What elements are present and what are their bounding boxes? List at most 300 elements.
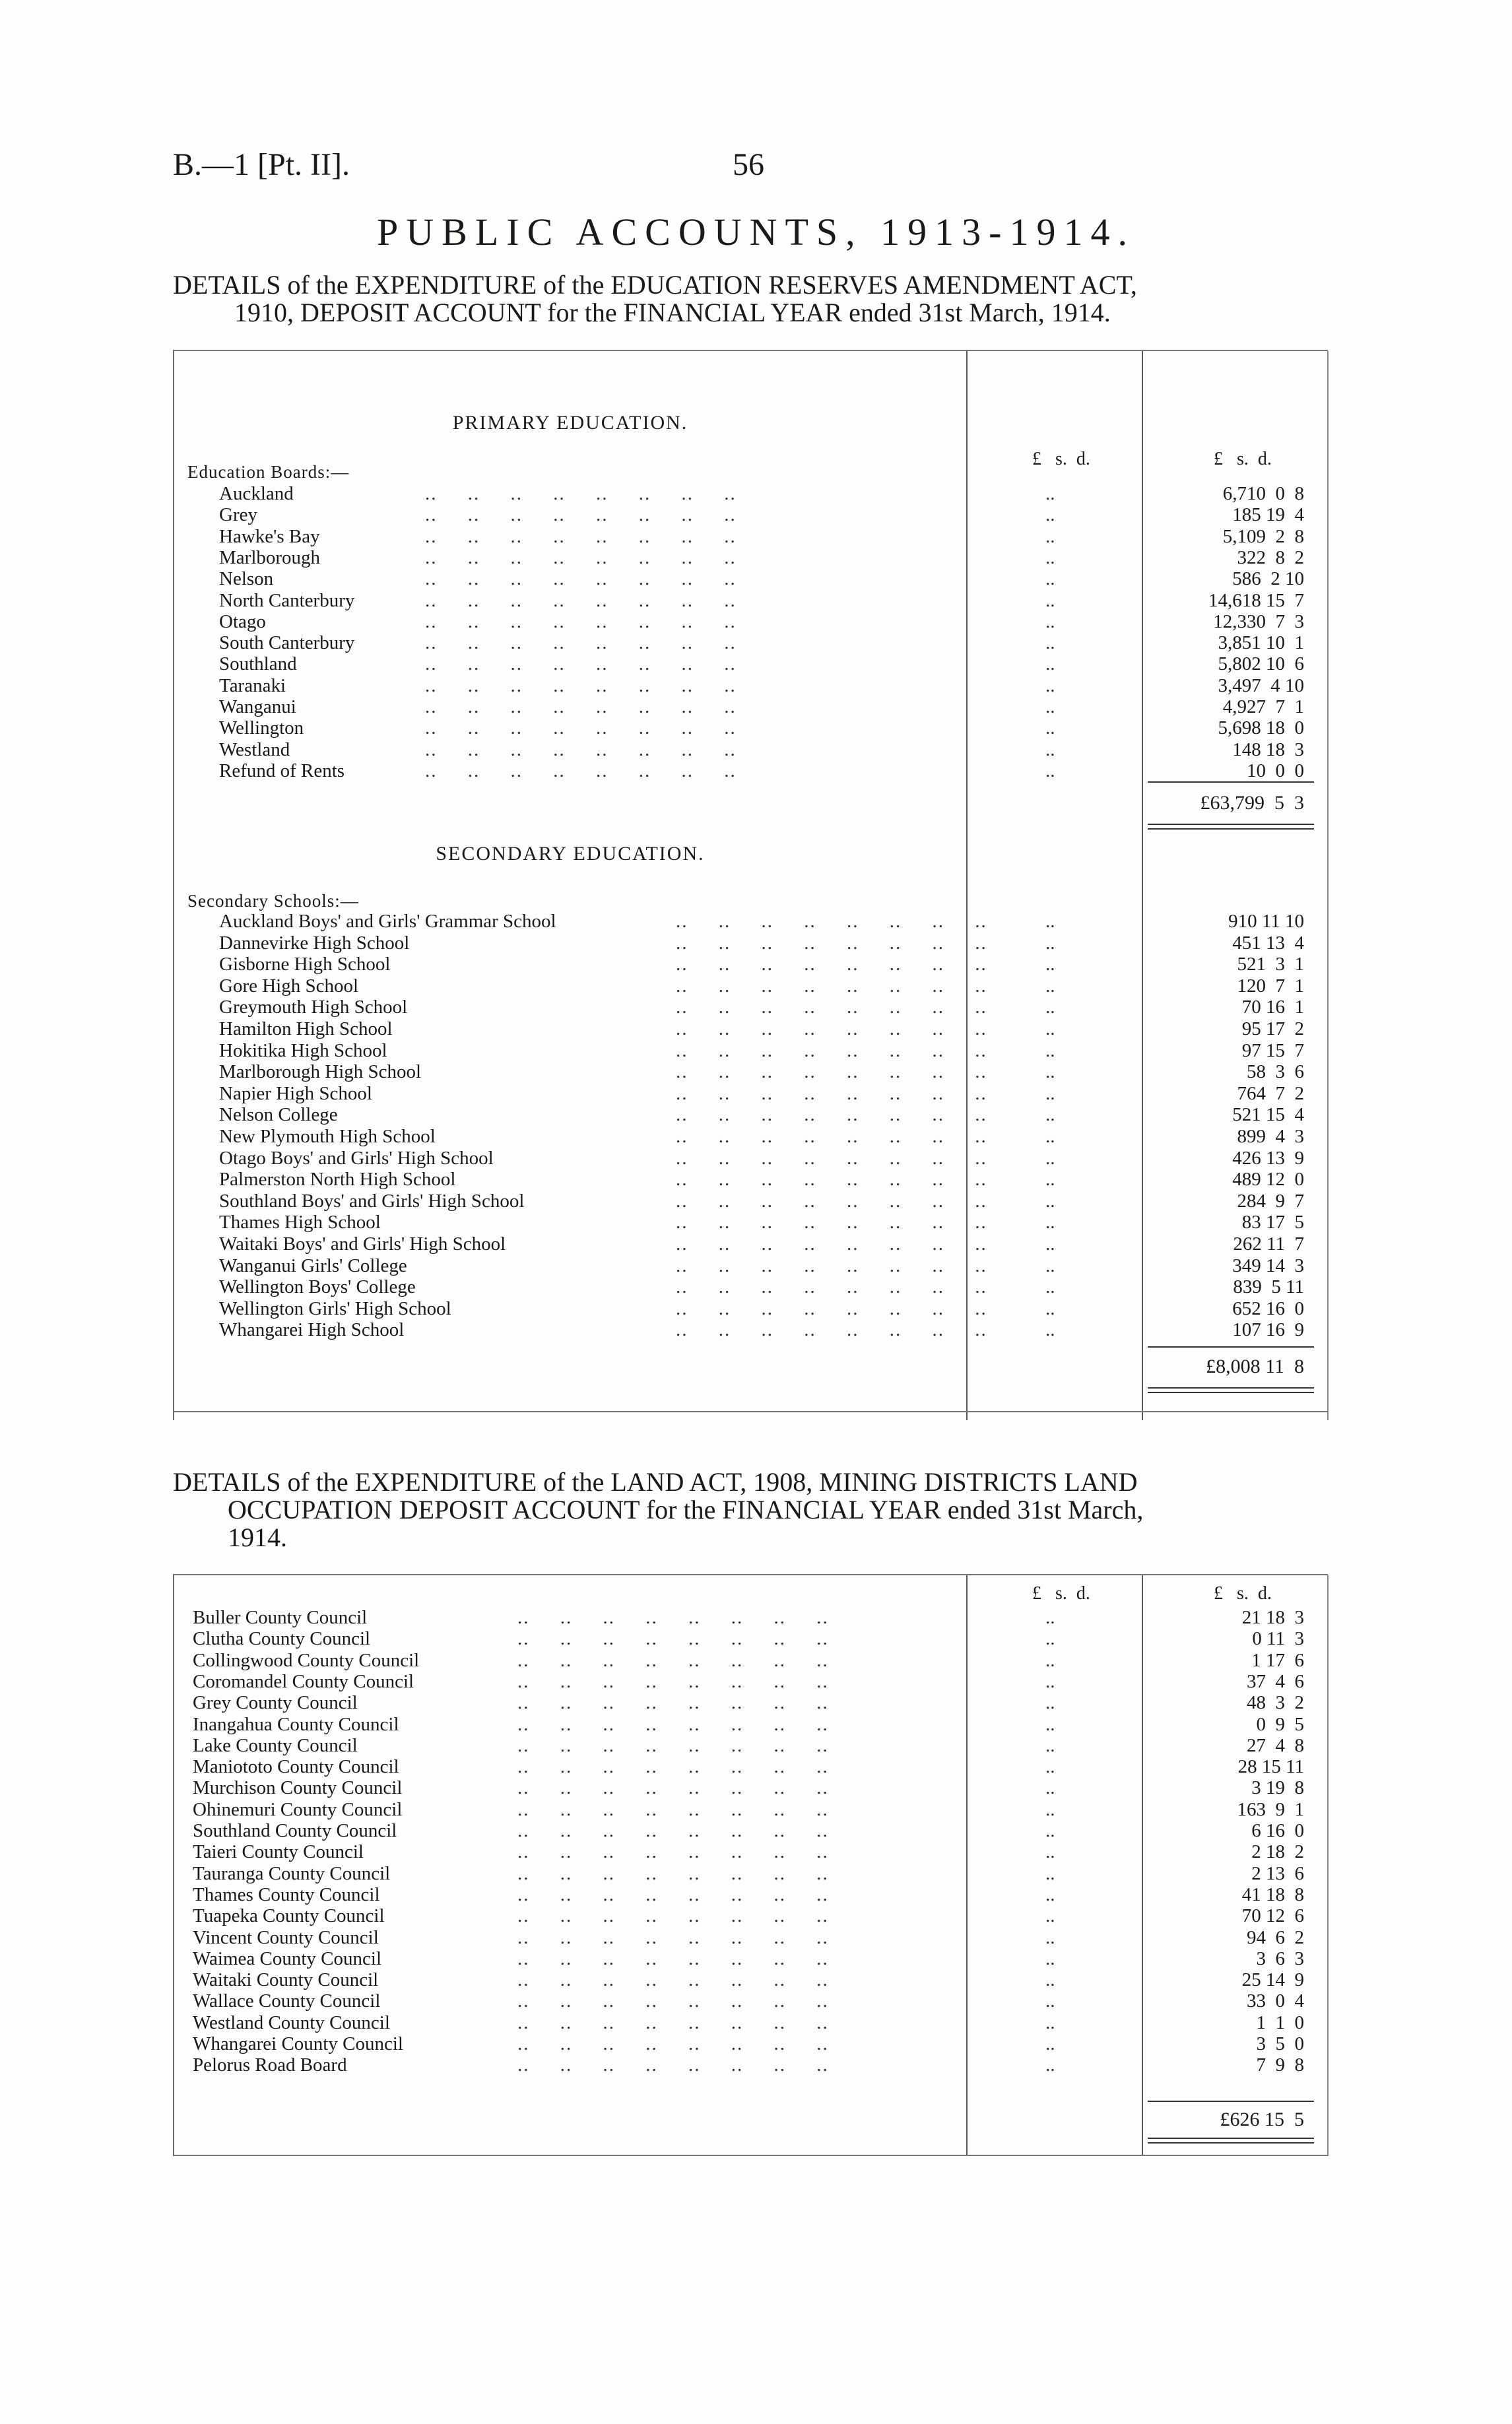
document-reference: B.—1 [Pt. II]. [173, 147, 350, 182]
row-label: Marlborough High School [219, 1061, 422, 1083]
secondary-heading: SECONDARY EDUCATION. [436, 843, 705, 865]
row-amount: 185 19 4 [1232, 504, 1304, 526]
table-row [174, 611, 1328, 632]
table-row [174, 1255, 1328, 1276]
table-row [174, 1628, 1328, 1649]
table-row [174, 1777, 1328, 1798]
row-label: Waitaki County Council [193, 1969, 379, 1991]
table-row [174, 2012, 1328, 2033]
table-row [174, 568, 1328, 589]
inner-column-dots: .. [1045, 525, 1055, 547]
land-title-line1: DETAILS of the EXPENDITURE of the LAND ACT, 1908, MINING DISTRICTS LAND [173, 1467, 1138, 1497]
row-amount: 148 18 3 [1232, 738, 1304, 760]
row-label: Otago Boys' and Girls' High School [219, 1147, 494, 1169]
inner-column-header: £ s. d. [1032, 449, 1090, 469]
table-row [174, 1126, 1328, 1147]
row-amount: 0 9 5 [1256, 1713, 1304, 1735]
leader-dots: .. .. .. .. .. .. .. .. [425, 674, 737, 696]
land-total: £626 15 5 [1220, 2109, 1304, 2130]
row-amount: 41 18 8 [1241, 1884, 1304, 1905]
row-label: Gisborne High School [219, 954, 391, 975]
row-label: Whangarei High School [219, 1319, 405, 1341]
row-label: Murchison County Council [193, 1777, 403, 1799]
row-amount: 899 4 3 [1237, 1126, 1304, 1147]
row-label: Gore High School [219, 975, 359, 997]
table-row [174, 590, 1328, 611]
row-amount: 94 6 2 [1247, 1926, 1304, 1948]
row-amount: 163 9 1 [1237, 1798, 1304, 1820]
leader-dots: .. .. .. .. .. .. .. .. [517, 1713, 829, 1735]
leader-dots: .. .. .. .. .. .. .. .. [517, 1607, 829, 1628]
land-table [173, 1574, 1328, 2156]
table-row [174, 1671, 1328, 1692]
table-row [174, 1040, 1328, 1061]
row-amount: 107 16 9 [1232, 1319, 1304, 1341]
table-row [174, 504, 1328, 525]
inner-column-dots: .. [1045, 1255, 1055, 1276]
leader-dots: .. .. .. .. .. .. .. .. [676, 1039, 987, 1061]
row-amount: 37 4 6 [1247, 1670, 1304, 1692]
row-label: Coromandel County Council [193, 1670, 414, 1692]
row-label: Auckland [219, 483, 294, 504]
leader-dots: .. .. .. .. .. .. .. .. [676, 1276, 987, 1298]
table-row [174, 1083, 1328, 1104]
table-row [174, 1948, 1328, 1969]
table-row [174, 1061, 1328, 1082]
primary-total: £63,799 5 3 [1200, 792, 1304, 814]
secondary-total: £8,008 11 8 [1206, 1356, 1304, 1377]
leader-dots: .. .. .. .. .. .. .. .. [676, 1169, 987, 1191]
row-label: Wanganui [219, 696, 296, 717]
inner-column-dots: .. [1045, 1990, 1055, 2012]
education-title-line2: 1910, DEPOSIT ACCOUNT for the FINANCIAL YEAR ended 31st March, 1914. [234, 298, 1111, 327]
row-label: Clutha County Council [193, 1628, 371, 1650]
row-label: Southland [219, 653, 297, 675]
row-amount: 521 3 1 [1237, 954, 1304, 975]
table-row [174, 1018, 1328, 1039]
row-label: Southland Boys' and Girls' High School [219, 1190, 525, 1212]
table-row [174, 1233, 1328, 1255]
table-row [174, 1607, 1328, 1628]
table-row [174, 483, 1328, 504]
row-label: Ohinemuri County Council [193, 1798, 403, 1820]
row-label: Refund of Rents [219, 760, 345, 781]
inner-column-dots: .. [1045, 696, 1055, 717]
leader-dots: .. .. .. .. .. .. .. .. [676, 1018, 987, 1039]
row-amount: 5,109 2 8 [1222, 525, 1304, 547]
table-row [174, 526, 1328, 547]
row-amount: 5,802 10 6 [1218, 653, 1304, 675]
table-row [174, 1841, 1328, 1862]
table-row [174, 739, 1328, 760]
table-row [174, 1969, 1328, 1990]
inner-column-dots: .. [1045, 1948, 1055, 1969]
inner-column-dots: .. [1045, 1862, 1055, 1884]
leader-dots: .. .. .. .. .. .. .. .. [517, 1670, 829, 1692]
row-label: Inangahua County Council [193, 1713, 399, 1735]
table-row [174, 1735, 1328, 1756]
row-amount: 27 4 8 [1247, 1734, 1304, 1756]
leader-dots: .. .. .. .. .. .. .. .. [676, 1233, 987, 1255]
leader-dots: .. .. .. .. .. .. .. .. [517, 1692, 829, 1714]
leader-dots: .. .. .. .. .. .. .. .. [425, 546, 737, 568]
row-amount: 33 0 4 [1247, 1990, 1304, 2012]
inner-column-dots: .. [1045, 504, 1055, 526]
row-label: Southland County Council [193, 1820, 397, 1841]
leader-dots: .. .. .. .. .. .. .. .. [425, 525, 737, 547]
table-row [174, 997, 1328, 1018]
row-label: Buller County Council [193, 1607, 368, 1628]
land-inner-column-header: £ s. d. [1032, 1583, 1090, 1604]
table-row [174, 933, 1328, 954]
row-amount: 95 17 2 [1241, 1018, 1304, 1039]
leader-dots: .. .. .. .. .. .. .. .. [425, 696, 737, 717]
row-amount: 70 16 1 [1241, 997, 1304, 1018]
inner-column-dots: .. [1045, 1884, 1055, 1905]
row-label: Hokitika High School [219, 1039, 387, 1061]
land-title-line2: OCCUPATION DEPOSIT ACCOUNT for the FINANCIAL YEAR ended 31st March, [228, 1495, 1144, 1524]
row-label: North Canterbury [219, 589, 355, 611]
row-label: Waimea County Council [193, 1948, 382, 1969]
row-amount: 284 9 7 [1237, 1190, 1304, 1212]
row-amount: 2 18 2 [1251, 1841, 1304, 1863]
inner-column-dots: .. [1045, 632, 1055, 654]
leader-dots: .. .. .. .. .. .. .. .. [425, 738, 737, 760]
leader-dots: .. .. .. .. .. .. .. .. [676, 1297, 987, 1319]
row-label: South Canterbury [219, 632, 355, 654]
inner-column-dots: .. [1045, 2054, 1055, 2076]
row-label: New Plymouth High School [219, 1126, 436, 1147]
leader-dots: .. .. .. .. .. .. .. .. [517, 1884, 829, 1905]
row-label: Nelson [219, 568, 274, 590]
inner-column-dots: .. [1045, 932, 1055, 954]
leader-dots: .. .. .. .. .. .. .. .. [425, 589, 737, 611]
leader-dots: .. .. .. .. .. .. .. .. [425, 760, 737, 781]
row-label: Wellington Girls' High School [219, 1297, 451, 1319]
row-amount: 426 13 9 [1232, 1147, 1304, 1169]
inner-column-dots: .. [1045, 954, 1055, 975]
row-amount: 5,698 18 0 [1218, 717, 1304, 739]
inner-column-dots: .. [1045, 1756, 1055, 1778]
table-row [174, 696, 1328, 717]
row-label: Dannevirke High School [219, 932, 410, 954]
row-amount: 2 13 6 [1251, 1862, 1304, 1884]
leader-dots: .. .. .. .. .. .. .. .. [425, 504, 737, 526]
inner-column-dots: .. [1045, 1061, 1055, 1083]
inner-column-dots: .. [1045, 1777, 1055, 1799]
inner-column-dots: .. [1045, 717, 1055, 739]
leader-dots: .. .. .. .. .. .. .. .. [676, 1255, 987, 1276]
leader-dots: .. .. .. .. .. .. .. .. [517, 1777, 829, 1799]
table-row [174, 1169, 1328, 1190]
inner-column-dots: .. [1045, 1607, 1055, 1628]
row-label: Palmerston North High School [219, 1169, 456, 1191]
row-label: Whangarei County Council [193, 2033, 403, 2054]
inner-column-dots: .. [1045, 1820, 1055, 1841]
table-row [174, 653, 1328, 674]
inner-column-dots: .. [1045, 760, 1055, 781]
leader-dots: .. .. .. .. .. .. .. .. [676, 975, 987, 997]
row-label: Wellington Boys' College [219, 1276, 416, 1298]
row-amount: 3 19 8 [1251, 1777, 1304, 1799]
row-amount: 12,330 7 3 [1213, 610, 1304, 632]
table-row [174, 760, 1328, 781]
row-amount: 322 8 2 [1237, 546, 1304, 568]
row-label: Thames High School [219, 1212, 381, 1233]
leader-dots: .. .. .. .. .. .. .. .. [676, 1082, 987, 1104]
inner-column-dots: .. [1045, 1841, 1055, 1863]
row-amount: 83 17 5 [1241, 1212, 1304, 1233]
row-label: Marlborough [219, 546, 321, 568]
inner-column-dots: .. [1045, 483, 1055, 504]
row-amount: 349 14 3 [1232, 1255, 1304, 1276]
table-row [174, 1276, 1328, 1297]
leader-dots: .. .. .. .. .. .. .. .. [676, 932, 987, 954]
leader-dots: .. .. .. .. .. .. .. .. [517, 1926, 829, 1948]
row-label: Lake County Council [193, 1734, 358, 1756]
leader-dots: .. .. .. .. .. .. .. .. [517, 1948, 829, 1969]
leader-dots: .. .. .. .. .. .. .. .. [676, 997, 987, 1018]
row-amount: 97 15 7 [1241, 1039, 1304, 1061]
inner-column-dots: .. [1045, 1190, 1055, 1212]
row-amount: 1 1 0 [1256, 2012, 1304, 2033]
leader-dots: .. .. .. .. .. .. .. .. [517, 1649, 829, 1671]
leader-dots: .. .. .. .. .. .. .. .. [517, 1862, 829, 1884]
inner-column-dots: .. [1045, 1969, 1055, 1991]
table-row [174, 675, 1328, 696]
inner-column-dots: .. [1045, 997, 1055, 1018]
table-row [174, 632, 1328, 653]
inner-column-dots: .. [1045, 1297, 1055, 1319]
leader-dots: .. .. .. .. .. .. .. .. [517, 1969, 829, 1991]
row-amount: 10 0 0 [1247, 760, 1304, 781]
row-label: Vincent County Council [193, 1926, 379, 1948]
row-label: Thames County Council [193, 1884, 380, 1905]
table-row [174, 1990, 1328, 2012]
row-label: Wanganui Girls' College [219, 1255, 407, 1276]
row-amount: 262 11 7 [1233, 1233, 1304, 1255]
row-label: Hamilton High School [219, 1018, 393, 1039]
row-label: Wallace County Council [193, 1990, 381, 2012]
inner-column-dots: .. [1045, 546, 1055, 568]
row-amount: 1 17 6 [1251, 1649, 1304, 1671]
inner-column-dots: .. [1045, 1039, 1055, 1061]
table-row [174, 1714, 1328, 1735]
row-amount: 6,710 0 8 [1222, 483, 1304, 504]
inner-column-dots: .. [1045, 1018, 1055, 1039]
inner-column-dots: .. [1045, 1147, 1055, 1169]
row-amount: 0 11 3 [1252, 1628, 1304, 1650]
table-row [174, 1884, 1328, 1905]
leader-dots: .. .. .. .. .. .. .. .. [517, 2054, 829, 2076]
row-label: Auckland Boys' and Girls' Grammar School [219, 911, 556, 932]
row-amount: 58 3 6 [1247, 1061, 1304, 1083]
row-label: Otago [219, 610, 266, 632]
table-row [174, 1905, 1328, 1926]
row-amount: 3 6 3 [1256, 1948, 1304, 1969]
education-table [173, 350, 1328, 1420]
inner-column-dots: .. [1045, 975, 1055, 997]
primary-heading: PRIMARY EDUCATION. [452, 412, 688, 434]
inner-column-dots: .. [1045, 911, 1055, 932]
row-amount: 451 13 4 [1232, 932, 1304, 954]
inner-column-dots: .. [1045, 1212, 1055, 1233]
row-amount: 120 7 1 [1237, 975, 1304, 997]
inner-column-dots: .. [1045, 1628, 1055, 1650]
inner-column-dots: .. [1045, 1926, 1055, 1948]
inner-column-dots: .. [1045, 1169, 1055, 1191]
table-row [174, 1863, 1328, 1884]
table-row [174, 1756, 1328, 1777]
row-amount: 489 12 0 [1232, 1169, 1304, 1191]
leader-dots: .. .. .. .. .. .. .. .. [676, 1212, 987, 1233]
inner-column-dots: .. [1045, 1670, 1055, 1692]
table-row [174, 1298, 1328, 1319]
education-boards-label: Education Boards:— [187, 462, 350, 482]
row-amount: 28 15 11 [1237, 1756, 1304, 1778]
table-row [174, 717, 1328, 738]
table-row [174, 1191, 1328, 1212]
table-row [174, 1319, 1328, 1340]
row-label: Taranaki [219, 674, 286, 696]
table-row [174, 1927, 1328, 1948]
row-amount: 764 7 2 [1237, 1082, 1304, 1104]
leader-dots: .. .. .. .. .. .. .. .. [676, 1319, 987, 1341]
row-label: Grey County Council [193, 1692, 358, 1714]
leader-dots: .. .. .. .. .. .. .. .. [425, 483, 737, 504]
table-row [174, 975, 1328, 997]
inner-column-dots: .. [1045, 1104, 1055, 1126]
row-amount: 48 3 2 [1247, 1692, 1304, 1714]
inner-column-dots: .. [1045, 1082, 1055, 1104]
secondary-schools-label: Secondary Schools:— [187, 891, 359, 911]
row-amount: 21 18 3 [1241, 1607, 1304, 1628]
inner-column-dots: .. [1045, 1319, 1055, 1341]
row-amount: 586 2 10 [1232, 568, 1304, 590]
inner-column-dots: .. [1045, 1692, 1055, 1714]
inner-column-dots: .. [1045, 1734, 1055, 1756]
row-label: Waitaki Boys' and Girls' High School [219, 1233, 506, 1255]
row-label: Maniototo County Council [193, 1756, 399, 1778]
inner-column-dots: .. [1045, 1905, 1055, 1927]
row-label: Nelson College [219, 1104, 338, 1126]
education-title-line1: DETAILS of the EXPENDITURE of the EDUCATION RESERVES AMENDMENT ACT, [173, 270, 1137, 300]
row-amount: 910 11 10 [1228, 911, 1304, 932]
leader-dots: .. .. .. .. .. .. .. .. [676, 954, 987, 975]
inner-column-dots: .. [1045, 568, 1055, 590]
inner-column-dots: .. [1045, 1233, 1055, 1255]
table-row [174, 2054, 1328, 2076]
row-label: Hawke's Bay [219, 525, 320, 547]
leader-dots: .. .. .. .. .. .. .. .. [676, 911, 987, 932]
row-label: Napier High School [219, 1082, 372, 1104]
leader-dots: .. .. .. .. .. .. .. .. [425, 610, 737, 632]
leader-dots: .. .. .. .. .. .. .. .. [676, 1104, 987, 1126]
table-row [174, 1148, 1328, 1169]
leader-dots: .. .. .. .. .. .. .. .. [517, 1841, 829, 1863]
inner-column-dots: .. [1045, 589, 1055, 611]
leader-dots: .. .. .. .. .. .. .. .. [676, 1147, 987, 1169]
table-row [174, 1212, 1328, 1233]
row-amount: 6 16 0 [1251, 1820, 1304, 1841]
row-amount: 839 5 11 [1233, 1276, 1304, 1298]
table-row [174, 911, 1328, 932]
row-amount: 3,851 10 1 [1218, 632, 1304, 654]
inner-column-dots: .. [1045, 674, 1055, 696]
row-amount: 7 9 8 [1256, 2054, 1304, 2076]
leader-dots: .. .. .. .. .. .. .. .. [517, 1820, 829, 1841]
row-amount: 25 14 9 [1241, 1969, 1304, 1991]
row-amount: 70 12 6 [1241, 1905, 1304, 1927]
inner-column-dots: .. [1045, 2033, 1055, 2054]
leader-dots: .. .. .. .. .. .. .. .. [425, 568, 737, 590]
table-row [174, 1799, 1328, 1820]
row-label: Taieri County Council [193, 1841, 364, 1863]
row-amount: 3 5 0 [1256, 2033, 1304, 2054]
leader-dots: .. .. .. .. .. .. .. .. [425, 632, 737, 654]
row-label: Tauranga County Council [193, 1862, 391, 1884]
inner-column-dots: .. [1045, 1649, 1055, 1671]
row-amount: 14,618 15 7 [1208, 589, 1304, 611]
row-amount: 4,927 7 1 [1222, 696, 1304, 717]
leader-dots: .. .. .. .. .. .. .. .. [517, 1628, 829, 1650]
land-title-line3: 1914. [228, 1523, 287, 1552]
leader-dots: .. .. .. .. .. .. .. .. [517, 2033, 829, 2054]
row-label: Tuapeka County Council [193, 1905, 385, 1927]
inner-column-dots: .. [1045, 1276, 1055, 1298]
inner-column-dots: .. [1045, 1126, 1055, 1147]
table-row [174, 1104, 1328, 1125]
leader-dots: .. .. .. .. .. .. .. .. [517, 1798, 829, 1820]
page-title: PUBLIC ACCOUNTS, 1913-1914. [377, 211, 1135, 253]
row-label: Pelorus Road Board [193, 2054, 347, 2076]
inner-column-dots: .. [1045, 653, 1055, 675]
row-amount: 521 15 4 [1232, 1104, 1304, 1126]
land-outer-column-header: £ s. d. [1214, 1583, 1272, 1604]
inner-column-dots: .. [1045, 1798, 1055, 1820]
row-label: Westland [219, 738, 290, 760]
leader-dots: .. .. .. .. .. .. .. .. [517, 1756, 829, 1778]
leader-dots: .. .. .. .. .. .. .. .. [676, 1126, 987, 1147]
inner-column-dots: .. [1045, 738, 1055, 760]
row-amount: 652 16 0 [1232, 1297, 1304, 1319]
row-label: Wellington [219, 717, 304, 739]
row-label: Collingwood County Council [193, 1649, 420, 1671]
table-row [174, 954, 1328, 975]
leader-dots: .. .. .. .. .. .. .. .. [676, 1061, 987, 1083]
inner-column-dots: .. [1045, 610, 1055, 632]
table-row [174, 1650, 1328, 1671]
leader-dots: .. .. .. .. .. .. .. .. [425, 653, 737, 675]
table-row [174, 1820, 1328, 1841]
row-label: Greymouth High School [219, 997, 408, 1018]
leader-dots: .. .. .. .. .. .. .. .. [425, 717, 737, 739]
table-row [174, 547, 1328, 568]
leader-dots: .. .. .. .. .. .. .. .. [517, 2012, 829, 2033]
row-label: Grey [219, 504, 257, 526]
leader-dots: .. .. .. .. .. .. .. .. [517, 1990, 829, 2012]
row-label: Westland County Council [193, 2012, 390, 2033]
page-number: 56 [733, 147, 764, 182]
leader-dots: .. .. .. .. .. .. .. .. [676, 1190, 987, 1212]
leader-dots: .. .. .. .. .. .. .. .. [517, 1905, 829, 1927]
outer-column-header: £ s. d. [1214, 449, 1272, 469]
inner-column-dots: .. [1045, 2012, 1055, 2033]
table-row [174, 1692, 1328, 1713]
inner-column-dots: .. [1045, 1713, 1055, 1735]
leader-dots: .. .. .. .. .. .. .. .. [517, 1734, 829, 1756]
row-amount: 3,497 4 10 [1218, 674, 1304, 696]
